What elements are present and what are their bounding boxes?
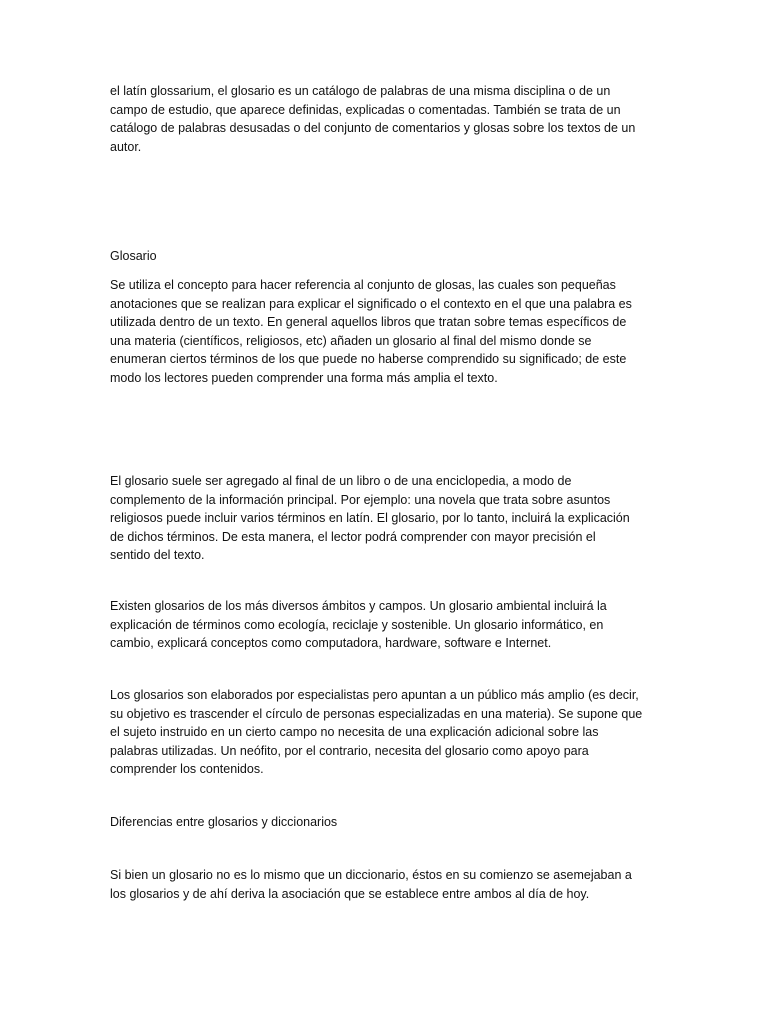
paragraph-diccionario: Si bien un glosario no es lo mismo que un diccionario, éstos en su comienzo se asemejaban a los glosarios y de ahí deriva la asociación que se establece entre ambos al día de hoy. [110,868,632,901]
heading-diferencias: Diferencias entre glosarios y diccionarios [110,815,338,829]
paragraph-especialistas: Los glosarios son elaborados por especialistas pero apuntan a un público más amplio (es decir, su objetivo es trascender el círculo de personas especializadas en una materia). Se supone que el sujeto instruido en un cierto campo no necesita de una explicación adicional sobre las palabras utilizadas. Un neófito, por el contrario, necesita del glosario como apoyo para comprender los contenidos. [110,688,643,777]
paragraph-concepto: Se utiliza el concepto para hacer referencia al conjunto de glosas, las cuales son pequeñas anotaciones que se realizan para explicar el significado o el contexto en el que una palabra es utilizada dentro de un texto. En general aquellos libros que tratan sobre temas específicos de una materia (científicos, religiosos, etc) añaden un glosario al final del mismo donde se enumeran ciertos términos de los que puede no haberse comprendido su significado; de este modo los lectores pueden comprender una forma más amplia el texto. [110,278,632,385]
paragraph-final-libro: El glosario suele ser agregado al final de un libro o de una enciclopedia, a modo de complemento de la información principal. Por ejemplo: una novela que trata sobre asuntos religiosos puede incluir varios términos en latín. El glosario, por lo tanto, incluirá la explicación de dichos términos. De esta manera, el lector podrá comprender con mayor precisión el sentido del texto. [110,474,630,563]
paragraph-ambitos: Existen glosarios de los más diversos ámbitos y campos. Un glosario ambiental incluirá la explicación de términos como ecología, reciclaje y sostenible. Un glosario informático, en cambio, explicará conceptos como computadora, hardware, software e Internet. [110,599,607,651]
paragraph-intro: el latín glossarium, el glosario es un catálogo de palabras de una misma disciplina o de un campo de estudio, que aparece definidas, explicadas o comentadas. También se trata de un catálogo de palabras desusadas o del conjunto de comentarios y glosas sobre los textos de un autor. [110,84,636,154]
heading-glosario: Glosario [110,249,157,263]
